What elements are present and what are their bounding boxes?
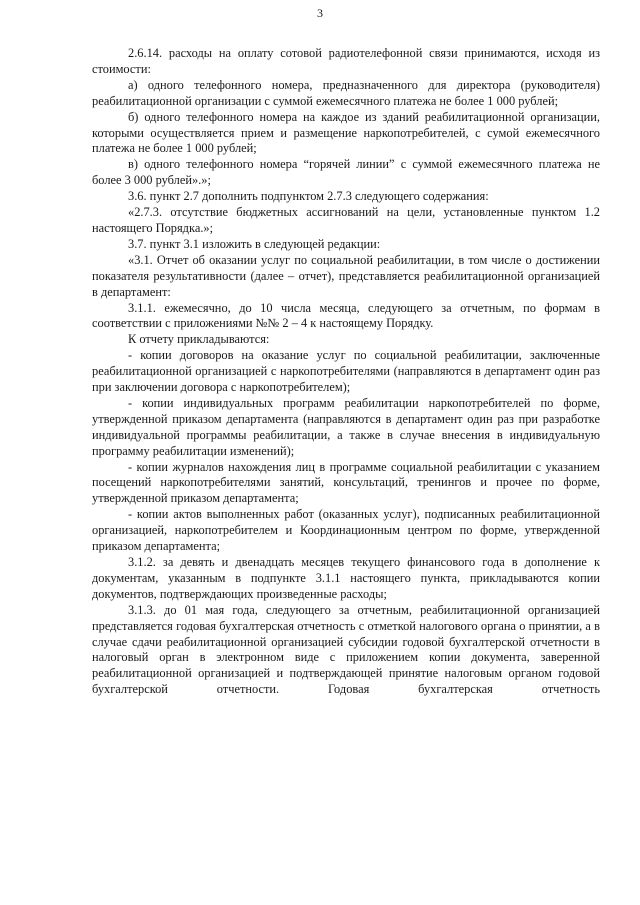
paragraph-2-7-3: «2.7.3. отсутствие бюджетных ассигнований на цели, установленные пунктом 1.2 настоящего Порядка.»; [92, 205, 600, 235]
paragraph-bullet-journals: - копии журналов нахождения лиц в программе социальной реабилитации с указанием посещений наркопотребителями занятий, консультаций, тренингов и прочее по форме, утвержденной приказом департамента; [92, 459, 600, 506]
paragraph-bullet-programs: - копии индивидуальных программ реабилитации наркопотребителей по форме, утвержденной приказом департамента (направляются в департамент один раз при разработке индивидуальной программы реабилитации, а также в случае внесения в индивидуальную программу реабилитации изменений); [92, 395, 600, 458]
document-body [92, 46, 600, 698]
paragraph-3-1: «3.1. Отчет об оказании услуг по социальной реабилитации, в том числе о достижении показателя результативности (далее – отчет), представляется реабилитационной организацией в департамент: [92, 252, 600, 299]
paragraph-bullet-acts: - копии актов выполненных работ (оказанных услуг), подписанных реабилитационной организацией, наркопотребителем и Координационным центром по форме, утвержденной приказом департамента; [92, 507, 600, 554]
page-number: 3 [317, 6, 323, 20]
paragraph-bullet-contracts: - копии договоров на оказание услуг по социальной реабилитации, заключенные реабилитационной организацией с наркопотребителями (направляются в департамент один раз при заключении договора с наркопотребителем); [92, 348, 600, 395]
paragraph-item-v: в) одного телефонного номера “горячей линии” с суммой ежемесячного платежа не более 3 000 рублей».»; [92, 157, 600, 188]
paragraph-item-b: б) одного телефонного номера на каждое из зданий реабилитационной организации, которыми осуществляется прием и размещение наркопотребителей, с сумой ежемесячного платежа не более 1 000 рублей; [92, 109, 600, 156]
paragraph-3-1-2: 3.1.2. за девять и двенадцать месяцев текущего финансового года в дополнение к документам, указанным в подпункте 3.1.1 настоящего пункта, прикладываются копии документов, подтверждающих произведенные расходы; [92, 555, 600, 601]
paragraph-2-6-14: 2.6.14. расходы на оплату сотовой радиотелефонной связи принимаются, исходя из стоимости: [92, 46, 600, 76]
paragraph-3-1-3: 3.1.3. до 01 мая года, следующего за отчетным, реабилитационной организацией представляется годовая бухгалтерская отчетность с отметкой налогового органа о принятии, а в случае сдачи реабилитационной организацией субсидии годовой бухгалтерской отчетности в налоговый орган в электронном виде с приложением копии документа, заверенной реабилитационной организацией и подтверждающей принятие налоговым органом годовой бухгалтерской отчетности. Годовая бухгалтерская отчетность [92, 602, 600, 697]
paragraph-3-6: 3.6. пункт 2.7 дополнить подпунктом 2.7.3 следующего содержания: [128, 189, 489, 204]
paragraph-3-7: 3.7. пункт 3.1 изложить в следующей редакции: [128, 236, 381, 251]
paragraph-item-a: а) одного телефонного номера, предназначенного для директора (руководителя) реабилитационной организации с суммой ежемесячного платежа не более 1 000 рублей; [92, 77, 600, 108]
paragraph-attachments-intro: К отчету прикладываются: [128, 332, 270, 347]
paragraph-3-1-1: 3.1.1. ежемесячно, до 10 числа месяца, следующего за отчетным, по формам в соответствии с приложениями №№ 2 – 4 к настоящему Порядку. [92, 300, 600, 331]
